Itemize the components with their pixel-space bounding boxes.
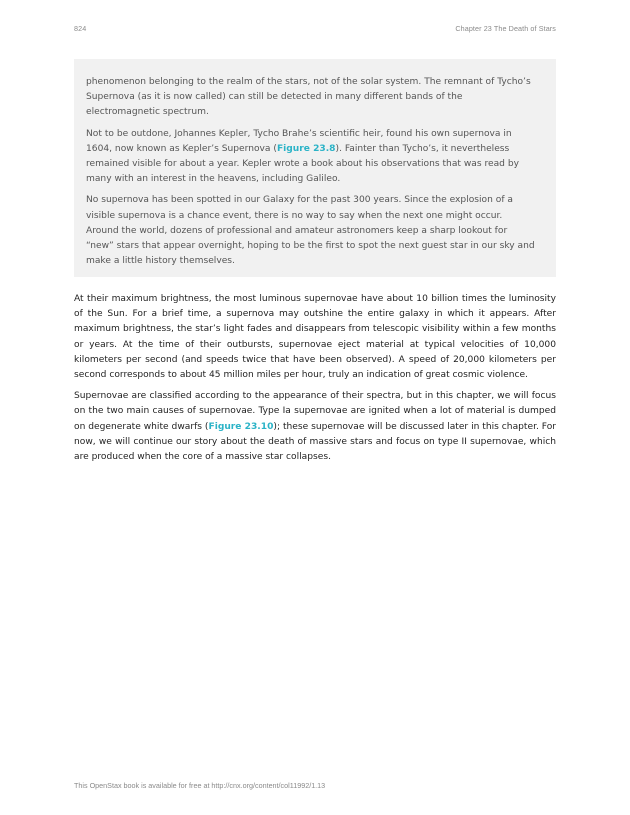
feature-paragraph: Not to be outdone, Johannes Kepler, Tycho Brahe’s scientific heir, found his own supernova in 1604, now known as Kepler’s Supernova (Figure 23.8). Fainter than Tycho’s, it nevertheless remained visible for about a year. Kepler wrote a book about his observations that was read by many with an interest in the heavens, including Galileo.: [86, 128, 520, 185]
main-text: [74, 292, 556, 471]
body-paragraph: Supernovae are classified according to the appearance of their spectra, but in this chapter, we will focus on the two main causes of supernovae. Type Ia supernovae are ignited when a lot of material is dumped on degenerate white dwarfs (Figure 23.10); these supernovae will be discussed later in this chapter. For now, we will continue our story about the death of massive stars and focus on type II supernovae, which are produced when the core of a massive star collapses.: [74, 391, 557, 463]
page-number: 824: [74, 24, 87, 33]
footer-text: This OpenStax book is available for free at http://cnx.org/content/col11992/1.13: [74, 781, 326, 790]
body-paragraph: At their maximum brightness, the most luminous supernovae have about 10 billion times the luminosity of the Sun. For a brief time, a supernova may outshine the entire galaxy in which it appears. After maximum brightness, the star’s light fades and disappears from telescopic visibility within a few months or years. At the time of their outbursts, supernovae eject material at typical velocities of 10,000 kilometers per second (and speeds twice that have been observed). A speed of 20,000 kilometers per second corresponds to about 45 million miles per hour, truly an indication of great cosmic violence.: [74, 294, 556, 381]
feature-paragraph: No supernova has been spotted in our Galaxy for the past 300 years. Since the explosion of a visible supernova is a chance event, there is no way to say when the next one might occur. Around the world, dozens of professional and amateur astronomers keep a sharp lookout for “new” stars that appear overnight, hoping to be the first to spot the next guest star in our sky and make a little history themselves.: [86, 195, 535, 267]
feature-box: [74, 59, 556, 277]
figure-link[interactable]: Figure 23.10: [208, 421, 274, 432]
figure-link[interactable]: Figure 23.8: [276, 143, 336, 154]
feature-paragraph: phenomenon belonging to the realm of the stars, not of the solar system. The remnant of Tycho’s Supernova (as it is now called) can still be detected in many different bands of the electromagnetic spectrum.: [86, 77, 531, 118]
page-header: [74, 24, 556, 36]
page-footer: [74, 781, 325, 790]
chapter-title: Chapter 23 The Death of Stars: [455, 24, 556, 33]
